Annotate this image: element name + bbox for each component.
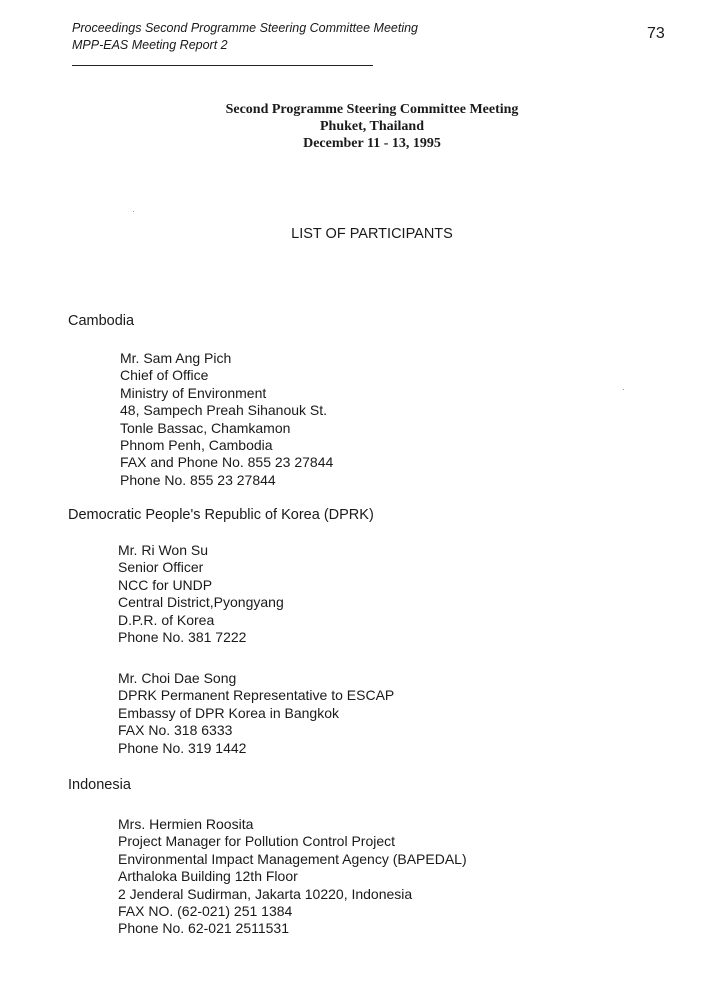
scan-speck [133,211,134,212]
country-heading-indonesia: Indonesia [68,777,131,793]
scan-speck [623,389,624,390]
participant-fax: FAX NO. (62-021) 251 1384 [118,903,293,920]
list-heading: LIST OF PARTICIPANTS [291,226,453,242]
participant-entry [118,542,284,646]
meeting-location: Phuket, Thailand [319,119,424,134]
participant-phone: Phone No. 855 23 27844 [120,471,276,488]
participant-address-line: 48, Sampech Preah Sihanouk St. [120,402,328,419]
participant-name: Mrs. Hermien Roosita [118,816,254,832]
page-number: 73 [647,25,665,42]
participant-address-line: Phnom Penh, Cambodia [120,437,273,454]
participant-title: Chief of Office [120,367,209,384]
participant-organization: Embassy of DPR Korea in Bangkok [118,704,339,721]
participant-entry [118,670,394,757]
country-heading-dprk: Democratic People's Republic of Korea (DPRK) [68,507,374,523]
participant-fax: FAX No. 318 6333 [118,722,233,739]
meeting-title: Second Programme Steering Committee Meeting [225,102,519,117]
participant-name: Mr. Choi Dae Song [118,670,237,686]
participant-fax: FAX and Phone No. 855 23 27844 [120,454,334,471]
participant-phone: Phone No. 62-021 2511531 [118,920,289,937]
participant-entry [118,816,467,938]
participant-organization: Ministry of Environment [120,384,267,401]
participant-address-line: 2 Jenderal Sudirman, Jakarta 10220, Indonesia [118,885,413,902]
participant-name: Mr. Sam Ang Pich [120,350,232,366]
running-header [72,20,418,54]
meeting-title-block [0,101,701,152]
country-heading-cambodia: Cambodia [68,313,135,329]
participant-name: Mr. Ri Won Su [118,542,208,558]
participant-phone: Phone No. 319 1442 [118,739,247,756]
running-header-report: MPP-EAS Meeting Report 2 [72,38,228,52]
participant-address-line: D.P.R. of Korea [118,611,215,628]
participant-organization: Environmental Impact Management Agency (BAPEDAL) [118,850,467,867]
header-divider [72,65,373,66]
participant-organization: NCC for UNDP [118,576,213,593]
meeting-dates: December 11 - 13, 1995 [303,136,441,151]
participant-phone: Phone No. 381 7222 [118,629,247,646]
participant-address-line: Tonle Bassac, Chamkamon [120,419,291,436]
participant-title: Senior Officer [118,559,204,576]
participant-entry [120,350,333,489]
participant-title: DPRK Permanent Representative to ESCAP [118,687,395,704]
participant-address-line: Central District,Pyongyang [118,594,284,611]
participant-title: Project Manager for Pollution Control Project [118,833,396,850]
running-header-proceedings: Proceedings Second Programme Steering Committee Meeting [72,21,419,35]
participant-address-line: Arthaloka Building 12th Floor [118,868,298,885]
